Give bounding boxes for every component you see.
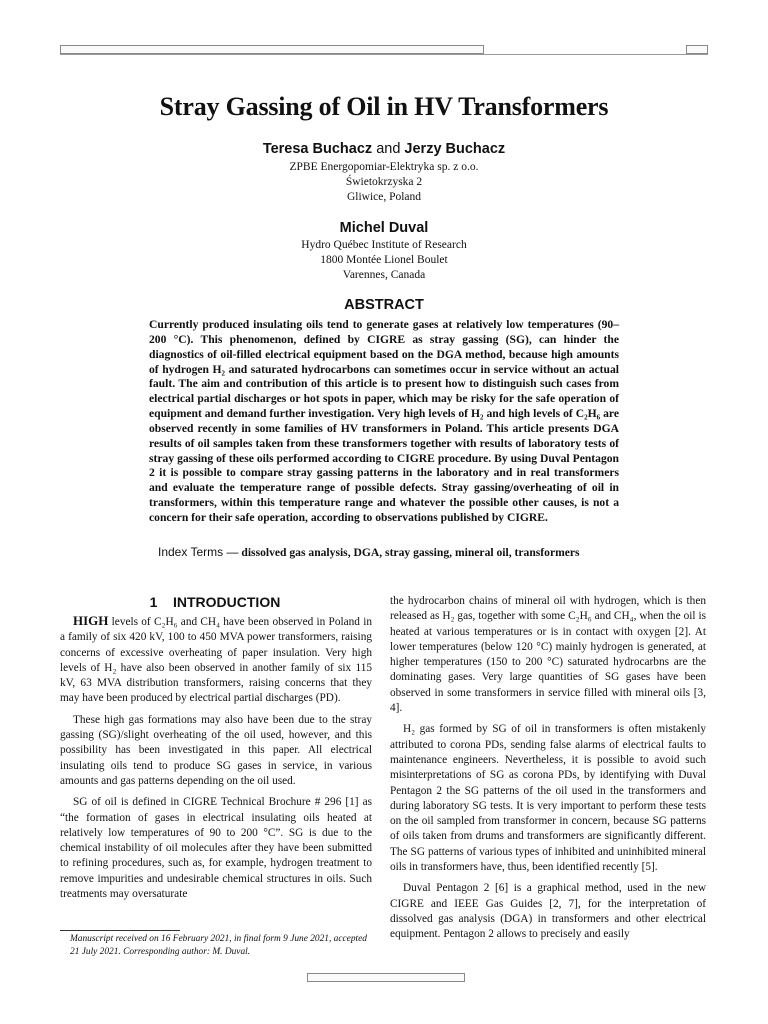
footnote: Manuscript received on 16 February 2021, in final form 9 June 2021, accepted 21 July 2021. Corresponding author: M. Duval. [70, 934, 367, 958]
affiliation-2 [0, 238, 768, 284]
lead-word: HIGH [73, 613, 109, 628]
index-terms-values: dissolved gas analysis, DGA, stray gassing, mineral oil, transformers [241, 546, 580, 559]
index-terms [158, 545, 628, 559]
running-header-page-garbled [686, 45, 708, 54]
running-header [60, 45, 708, 55]
author-line-1 [0, 141, 768, 157]
author-jerzy: Jerzy Buchacz [404, 141, 506, 157]
abstract-heading: ABSTRACT [344, 297, 424, 313]
paragraph: the hydrocarbon chains of mineral oil with hydrogen, which is then released as H₂ gas, together with some C₂H₆ and CH₄, when the oil is heated at various temperatures or is in contact with oxygen [2]. At lower temperatures (below 120 °C) mainly hydrogen is generated, at higher temperatures (150 to 200 °C) saturated hydrocarbns are the dominating gases. Very large quantities of SG gases have been observed in some transformers in service filled with mineral oils [3, 4]. [390, 595, 706, 715]
affiliation-1 [0, 160, 768, 206]
affiliation-2-line: Varennes, Canada [342, 269, 426, 282]
abstract-text: Currently produced insulating oils tend to generate gases at relatively low temperatures (90–200 °C). This phenomenon, defined by CIGRE as stray gassing (SG), can hinder the diagnostics of oil-filled electrical equipment based on the DGA method, because high amounts of hydrogen H₂ and saturated hydrocarbons can sometimes occur in service without an actual fault. The aim and contribution of this article is to present how to distinguish such cases from electrical partial discharges or hot spots in paper, which may be risky for the safe operation of equipment and demand further investigation. Very high levels of H₂ and high levels of C₂H₆ are observed recently in some families of HV transformers in Poland. This article presents DGA results of oil samples taken from these transformers together with results of laboratory tests of stray gassing of these oils performed according to CIGRE procedure. By using Duval Pentagon 2 it is possible to compare stray gassing patterns in the laboratory and in real transformers and evaluate the temperature range of possible defects. Stray gassing/overheating of oil in transformers, within this temperature range and whatever the possible other causes, is not a concern for their safe operation, according to observations published by CIGRE. [149, 318, 619, 524]
paragraph [60, 613, 372, 707]
affiliation-1-line: Świetokrzyska 2 [345, 176, 423, 189]
running-header-left-garbled [60, 45, 484, 54]
footnote-rule [60, 930, 180, 931]
paragraph: These high gas formations may also have been due to the stray gassing (SG)/slight overheating of the oil used, however, and this possibility has been investigated in this paper. All electrical insulating oils tend to produce SG gases in service, in various amounts and gas patterns depending on the oil used. [60, 713, 372, 787]
section-heading-introduction: 1 INTRODUCTION [149, 594, 281, 610]
affiliation-2-line: Hydro Québec Institute of Research [301, 239, 467, 251]
header-rule [60, 54, 708, 55]
affiliation-1-line: Gliwice, Poland [346, 191, 422, 204]
affiliation-1-line: ZPBE Energopomiar-Elektryka sp. z o.o. [289, 161, 479, 173]
left-column [60, 613, 372, 908]
affiliation-2-line: 1800 Montée Lionel Boulet [320, 254, 448, 267]
author-teresa: Teresa Buchacz [262, 141, 373, 157]
right-column [390, 594, 706, 949]
author-conjunction: and [376, 141, 401, 157]
running-footer-garbled [307, 973, 465, 982]
paragraph: Duval Pentagon 2 [6] is a graphical method, used in the new CIGRE and IEEE Gas Guides [2, 7], for the interpretation of dissolved gas analysis (DGA) in transformers and other electrical equipment. Pentagon 2 allows to precisely and easily [390, 882, 706, 941]
author-michel: Michel Duval [339, 220, 429, 236]
index-terms-label: Index Terms — [158, 545, 239, 559]
paragraph: SG of oil is defined in CIGRE Technical Brochure # 296 [1] as “the formation of gases in electrical insulating oils heated at relatively low temperatures of 90 to 200 °C”. SG is due to the chemical instability of oil molecules after they have been submitted to refining procedures, such as, for example, hydrogen treatment to remove impurities and undesirable chemical structures in oils. Such treatments may oversaturate [60, 796, 372, 901]
paragraph: H₂ gas formed by SG of oil in transformers is often mistakenly attributed to corona PDs, sending false alarms of electrical faults to maintenance engineers. Nevertheless, it is possible to avoid such misinterpretations of SG as corona PDs, by identifying with Duval Pentagon 2 the SG patterns of the oil used in the transformers and during laboratory SG tests. It is very important to perform these tests on the oil sampled from transformer in concern, because SG patterns of oils taken from drums and transformers are significantly different. The SG patterns of various types of inhibited and uninhibited mineral oils in transformers have, thus, been identified recently [5]. [390, 723, 706, 874]
paragraph-text: levels of C₂H₆ and CH₄ have been observed in Poland in a family of six 420 kV, 100 to 450 MVA power transformers, raising concerns of excessive overheating of paper insulation. Very high levels of H₂ have also been observed in another family of six 115 kV, 63 MVA distribution transformers, raising concerns that they may have been produced by electrical partial discharges (PD). [60, 616, 372, 705]
paper-title: Stray Gassing of Oil in HV Transformers [159, 92, 609, 121]
